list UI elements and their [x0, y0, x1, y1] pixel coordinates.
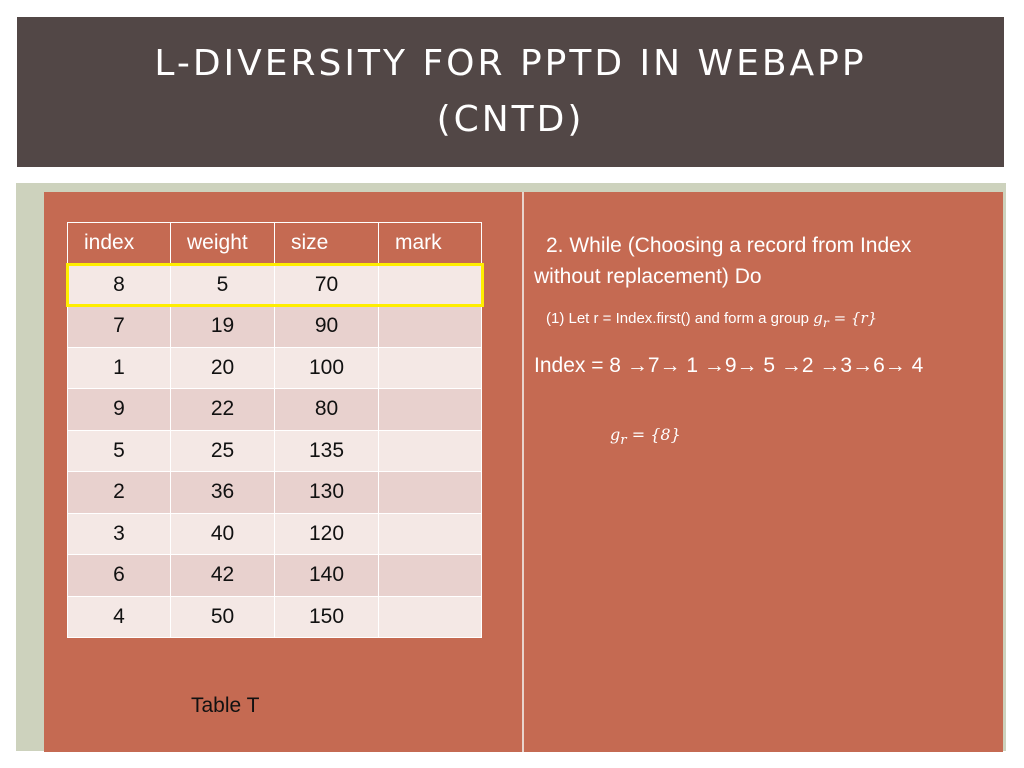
cell-index: 4 [68, 596, 171, 638]
cell-weight: 20 [171, 347, 275, 389]
cell-weight: 36 [171, 472, 275, 514]
substep-let [546, 309, 877, 330]
cell-mark [379, 596, 482, 638]
cell-index: 8 [68, 264, 171, 306]
cell-index: 7 [68, 306, 171, 348]
cell-weight: 42 [171, 555, 275, 597]
index-sequence: Index = 8 →7→ 1 →9→ 5 →2 →3→6→ 4 [534, 354, 924, 377]
cell-mark [379, 430, 482, 472]
group-math-rhs: = {8} [626, 425, 681, 444]
header-size: size [275, 223, 379, 265]
header-mark: mark [379, 223, 482, 265]
cell-size: 120 [275, 513, 379, 555]
cell-size: 135 [275, 430, 379, 472]
cell-size: 100 [275, 347, 379, 389]
table-row [68, 306, 482, 348]
cell-mark [379, 306, 482, 348]
cell-mark [379, 264, 482, 306]
header-index: index [68, 223, 171, 265]
cell-mark [379, 389, 482, 431]
while-step-line1: 2. While (Choosing a record from Index [546, 234, 912, 257]
cell-mark [379, 472, 482, 514]
group-result [610, 425, 681, 448]
cell-index: 2 [68, 472, 171, 514]
title-bar [17, 17, 1004, 167]
table-row [68, 513, 482, 555]
cell-mark [379, 513, 482, 555]
cell-weight: 25 [171, 430, 275, 472]
cell-weight: 22 [171, 389, 275, 431]
substep-math-sub: r [822, 315, 829, 330]
cell-index: 6 [68, 555, 171, 597]
table-row [68, 264, 482, 306]
table-header-row [68, 223, 482, 265]
group-math-g: g [610, 425, 621, 444]
cell-index: 1 [68, 347, 171, 389]
cell-size: 80 [275, 389, 379, 431]
substep-math-g: g [813, 309, 823, 327]
group-math-sub: r [620, 433, 627, 449]
table-row [68, 347, 482, 389]
cell-size: 150 [275, 596, 379, 638]
cell-size: 130 [275, 472, 379, 514]
table-row [68, 555, 482, 597]
table-row [68, 389, 482, 431]
while-step-line2: without replacement) Do [534, 265, 762, 288]
while-step [534, 230, 994, 292]
cell-index: 5 [68, 430, 171, 472]
cell-index: 9 [68, 389, 171, 431]
cell-weight: 50 [171, 596, 275, 638]
table-row [68, 430, 482, 472]
cell-size: 70 [275, 264, 379, 306]
panel-divider [522, 192, 524, 752]
table-row [68, 472, 482, 514]
substep-label: (1) Let r = Index.first() and form a group [546, 310, 814, 327]
cell-weight: 5 [171, 264, 275, 306]
header-weight: weight [171, 223, 275, 265]
cell-weight: 19 [171, 306, 275, 348]
data-table [67, 222, 482, 638]
table-caption: Table T [191, 694, 260, 717]
cell-mark [379, 555, 482, 597]
slide-title: L-DIVERSITY FOR PPTD IN WEBAPP (CNTD) [154, 43, 867, 140]
cell-size: 90 [275, 306, 379, 348]
cell-weight: 40 [171, 513, 275, 555]
table-row [68, 596, 482, 638]
cell-index: 3 [68, 513, 171, 555]
cell-mark [379, 347, 482, 389]
cell-size: 140 [275, 555, 379, 597]
substep-math-rhs: = {r} [828, 309, 878, 327]
